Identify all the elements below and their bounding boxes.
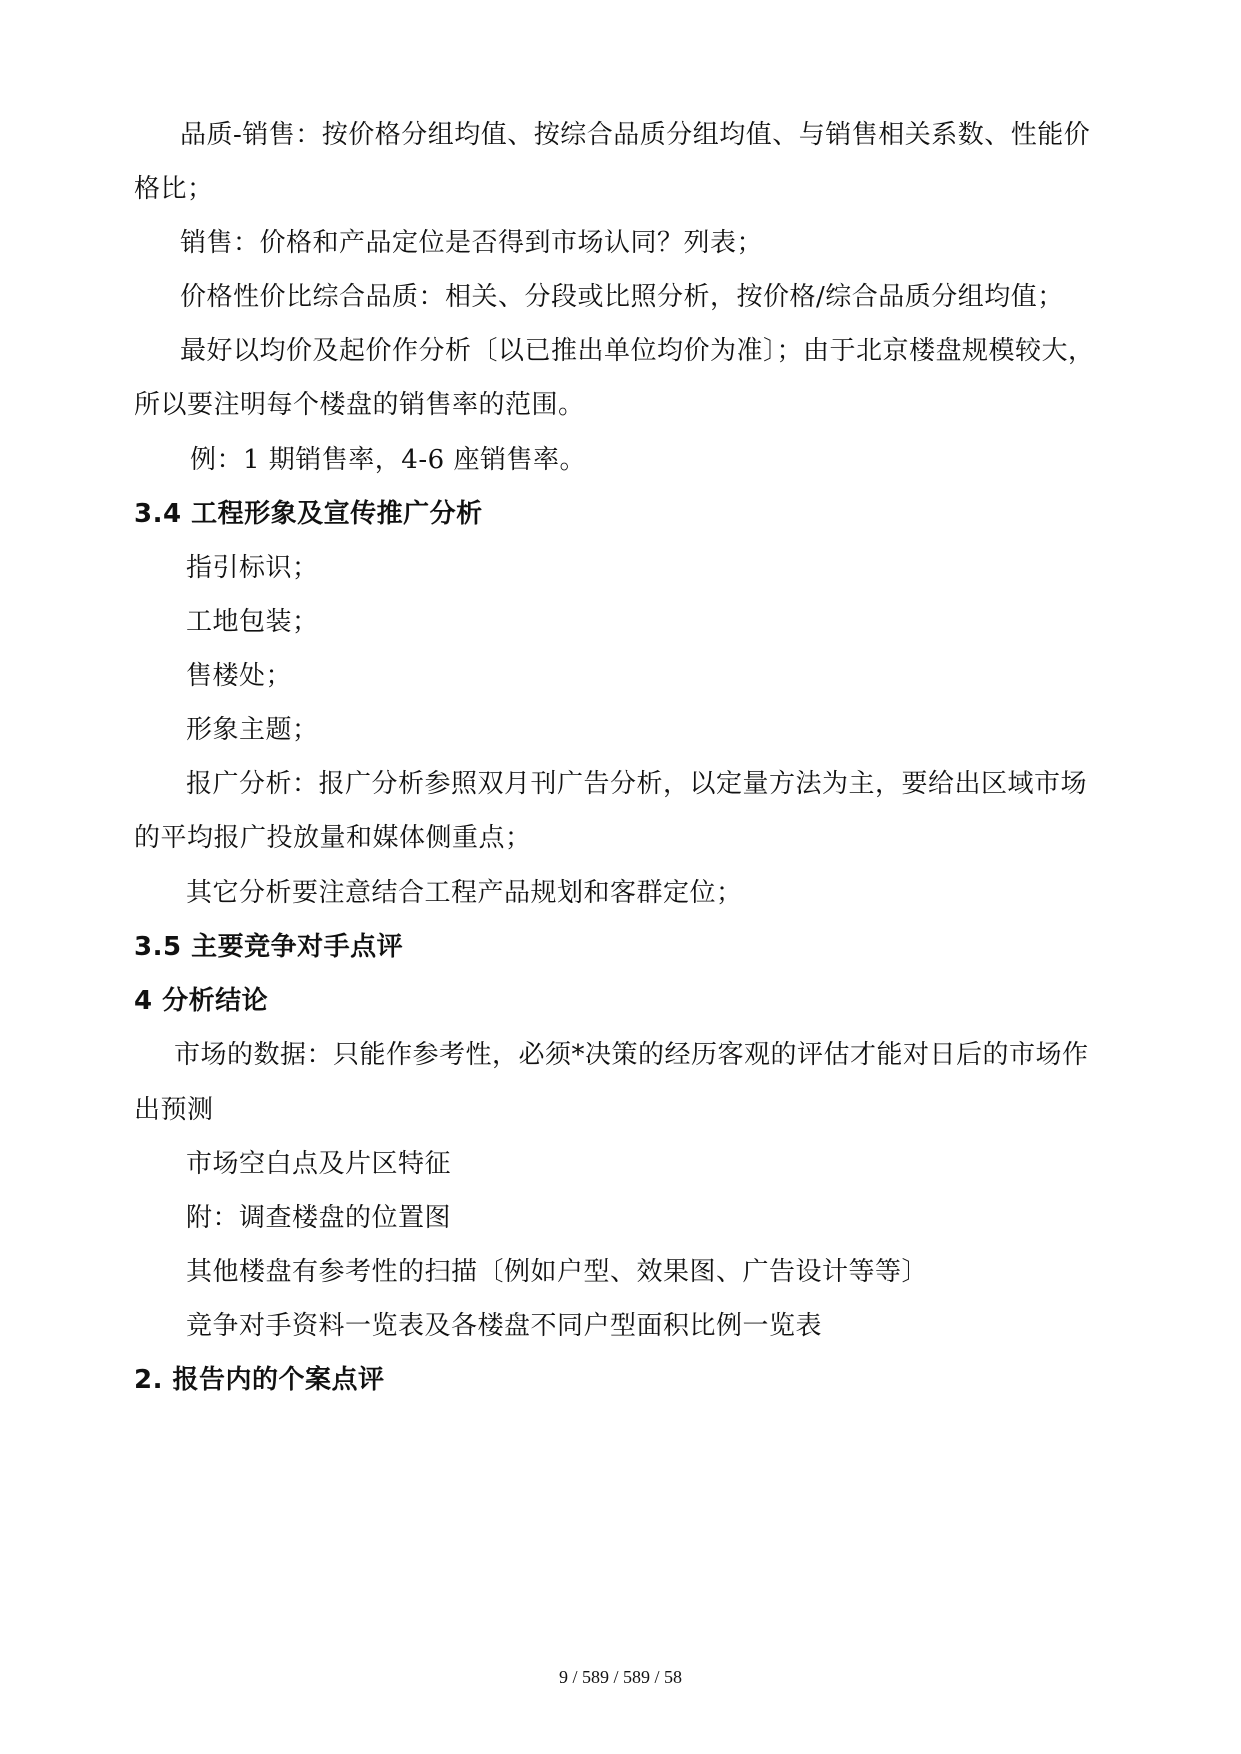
list-item: 指引标识； <box>186 553 319 583</box>
list-item: 附：调查楼盘的位置图 <box>186 1203 452 1233</box>
list-item: 市场空白点及片区特征 <box>186 1149 452 1179</box>
paragraph-line: 所以要注明每个楼盘的销售率的范围。 <box>134 390 585 420</box>
paragraph-line: 报广分析：报广分析参照双月刊广告分析，以定量方法为主，要给出区域市场 <box>186 769 1088 799</box>
list-item: 工地包装； <box>186 607 319 637</box>
list-item: 其他楼盘有参考性的扫描〔例如户型、效果图、广告设计等等〕 <box>186 1257 929 1287</box>
section-heading: 3.4 工程形象及宣传推广分析 <box>134 499 483 529</box>
list-item: 竞争对手资料一览表及各楼盘不同户型面积比例一览表 <box>186 1311 823 1341</box>
list-item: 形象主题； <box>186 715 319 745</box>
section-heading: 3.5 主要竞争对手点评 <box>134 932 404 962</box>
paragraph-line: 品质-销售：按价格分组均值、按综合品质分组均值、与销售相关系数、性能价 <box>180 120 1091 150</box>
list-item: 售楼处； <box>186 661 293 691</box>
paragraph-line: 格比； <box>134 174 214 204</box>
paragraph-line: 出预测 <box>134 1095 214 1125</box>
section-heading: 4 分析结论 <box>134 986 269 1016</box>
paragraph-line: 的平均报广投放量和媒体侧重点； <box>134 823 532 853</box>
paragraph-line: 例：1 期销售率，4-6 座销售率。 <box>190 445 586 475</box>
paragraph-line: 市场的数据：只能作参考性，必须*决策的经历客观的评估才能对日后的市场作 <box>174 1040 1089 1070</box>
paragraph-line: 最好以均价及起价作分析〔以已推出单位均价为准〕；由于北京楼盘规模较大， <box>180 336 1095 366</box>
paragraph-line: 销售：价格和产品定位是否得到市场认同？列表； <box>180 228 764 258</box>
page-number: 9 / 589 / 589 / 58 <box>558 1667 682 1687</box>
paragraph-line: 价格性价比综合品质：相关、分段或比照分析，按价格/综合品质分组均值； <box>180 282 1064 312</box>
paragraph-line: 其它分析要注意结合工程产品规划和客群定位； <box>186 878 743 908</box>
section-heading: 2. 报告内的个案点评 <box>134 1365 385 1395</box>
